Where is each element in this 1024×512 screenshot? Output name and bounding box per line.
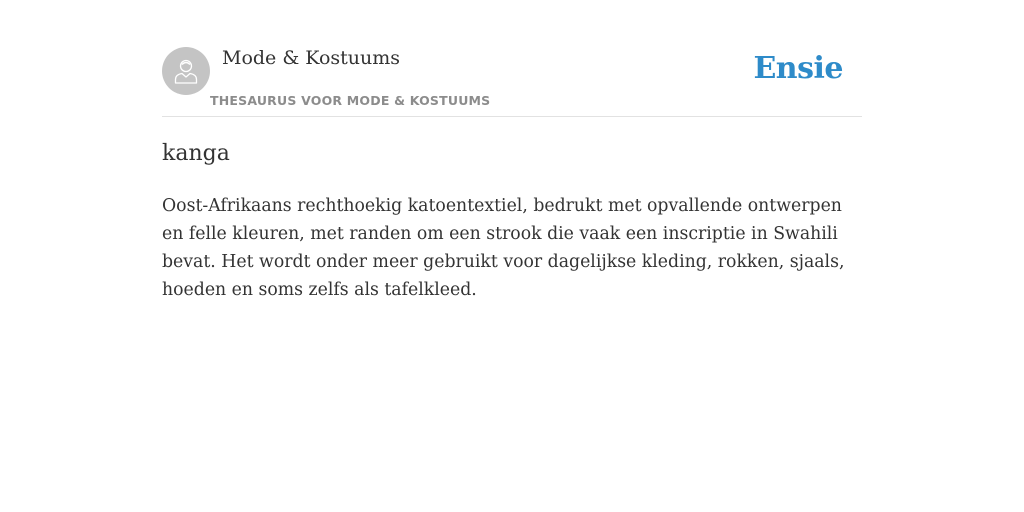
brand-logo[interactable]: Ensie — [753, 51, 843, 86]
entry-term: kanga — [162, 141, 230, 166]
site-title[interactable]: Mode & Kostuums — [222, 47, 401, 69]
page-container — [162, 0, 862, 300]
avatar[interactable] — [162, 47, 210, 95]
user-avatar-icon — [171, 56, 201, 86]
entry-definition: Oost-Afrikaans rechthoekig katoentextiel, bedrukt met opvallende ontwerpen en felle kleuren, met randen om een strook die vaak een inscriptie in Swahili bevat. Het wordt onder meer gebruikt voor dagelijkse kleding, rokken, sjaals, hoeden en soms zelfs als tafelkleed. — [162, 196, 845, 300]
site-subtitle: THESAURUS VOOR MODE & KOSTUUMS — [210, 93, 491, 108]
site-header — [162, 0, 862, 117]
